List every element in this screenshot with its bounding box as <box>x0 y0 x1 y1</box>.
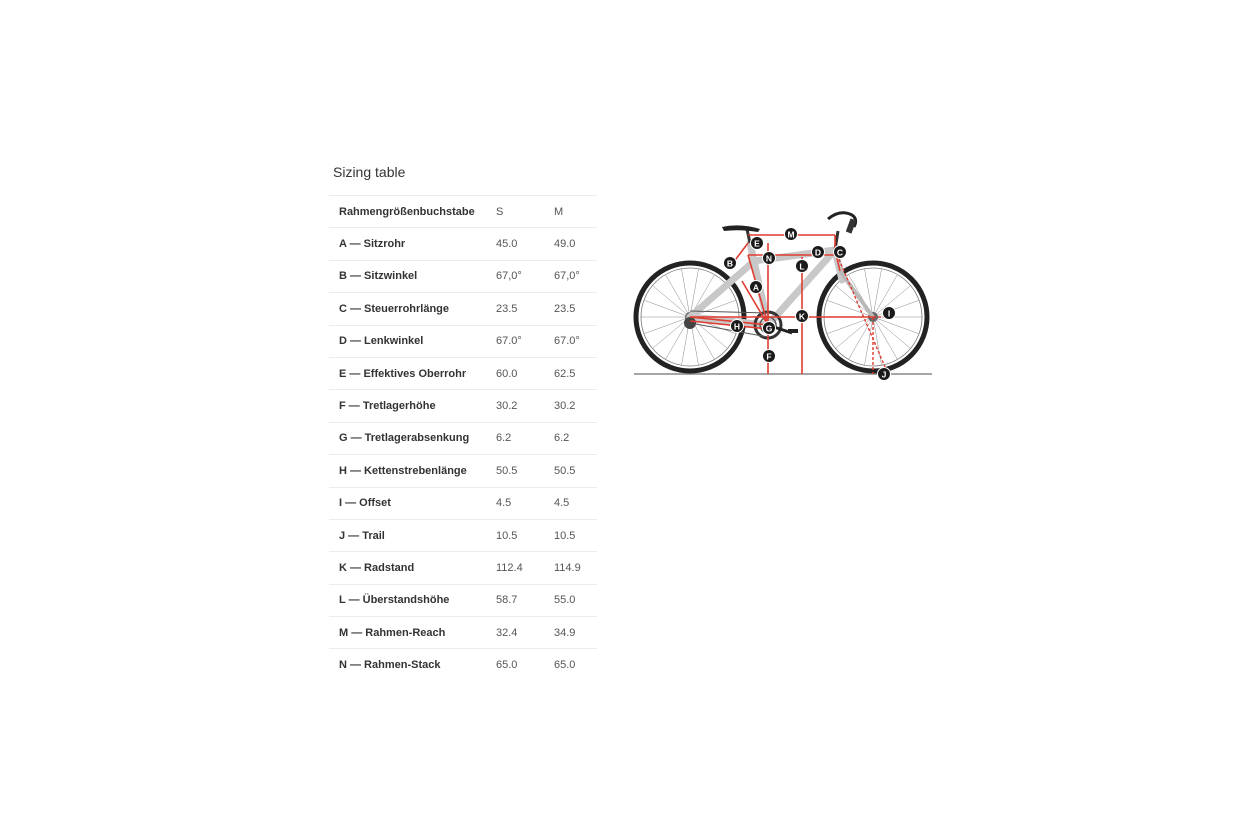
table-row <box>329 584 597 616</box>
row-label: L — Überstandshöhe <box>329 584 486 616</box>
row-value-s: 65.0 <box>486 649 544 681</box>
svg-text:E: E <box>754 238 760 249</box>
row-value-s: 4.5 <box>486 487 544 519</box>
marker-g <box>763 322 776 335</box>
marker-k <box>796 310 809 323</box>
svg-text:L: L <box>799 261 805 272</box>
row-label: D — Lenkwinkel <box>329 325 486 357</box>
rear-derailleur <box>684 317 696 329</box>
row-label: B — Sitzwinkel <box>329 260 486 292</box>
row-label: E — Effektives Oberrohr <box>329 357 486 389</box>
table-row <box>329 260 597 292</box>
marker-f <box>763 350 776 363</box>
fork <box>840 271 873 317</box>
row-label: A — Sitzrohr <box>329 228 486 260</box>
table-row <box>329 649 597 681</box>
sizing-table-title: Sizing table <box>333 164 406 180</box>
marker-e <box>751 237 764 250</box>
row-label: H — Kettenstrebenlänge <box>329 455 486 487</box>
table-row <box>329 422 597 454</box>
row-value-m: 10.5 <box>544 519 597 551</box>
row-label: K — Radstand <box>329 552 486 584</box>
row-label: I — Offset <box>329 487 486 519</box>
row-value-m: 50.5 <box>544 455 597 487</box>
row-value-s: 45.0 <box>486 228 544 260</box>
saddle <box>722 225 760 232</box>
svg-text:K: K <box>798 311 806 322</box>
marker-n <box>763 252 776 265</box>
table-row <box>329 228 597 260</box>
row-label: M — Rahmen-Reach <box>329 617 486 649</box>
svg-text:D: D <box>814 247 822 258</box>
row-value-s: 30.2 <box>486 390 544 422</box>
row-value-m: 114.9 <box>544 552 597 584</box>
table-row <box>329 293 597 325</box>
marker-a <box>750 281 763 294</box>
svg-text:I: I <box>887 308 891 319</box>
table-row <box>329 519 597 551</box>
row-value-s: 6.2 <box>486 422 544 454</box>
row-value-m: 67,0° <box>544 260 597 292</box>
row-label: J — Trail <box>329 519 486 551</box>
table-row <box>329 487 597 519</box>
svg-text:C: C <box>836 247 844 258</box>
row-value-s: 67,0° <box>486 260 544 292</box>
svg-text:A: A <box>752 282 760 293</box>
row-value-m: 65.0 <box>544 649 597 681</box>
row-value-s: 67.0° <box>486 325 544 357</box>
svg-text:H: H <box>733 321 741 332</box>
table-row <box>329 455 597 487</box>
table-row <box>329 617 597 649</box>
table-row <box>329 357 597 389</box>
svg-text:N: N <box>765 253 773 264</box>
table-row <box>329 325 597 357</box>
svg-text:F: F <box>766 351 772 362</box>
header-frame-size-letter: Rahmengrößenbuchstabe <box>329 196 486 228</box>
marker-l <box>796 260 809 273</box>
row-value-s: 10.5 <box>486 519 544 551</box>
marker-d <box>812 246 825 259</box>
marker-h <box>731 320 744 333</box>
marker-b <box>724 257 737 270</box>
svg-text:J: J <box>881 369 887 380</box>
sizing-table <box>329 195 597 681</box>
table-row <box>329 552 597 584</box>
table-header-row <box>329 196 597 228</box>
bike-geometry-diagram <box>630 205 935 385</box>
svg-text:B: B <box>726 258 734 269</box>
row-value-m: 49.0 <box>544 228 597 260</box>
row-value-s: 112.4 <box>486 552 544 584</box>
row-value-m: 67.0° <box>544 325 597 357</box>
row-value-s: 23.5 <box>486 293 544 325</box>
row-value-m: 62.5 <box>544 357 597 389</box>
svg-text:M: M <box>787 229 795 240</box>
row-value-m: 4.5 <box>544 487 597 519</box>
row-value-m: 30.2 <box>544 390 597 422</box>
marker-c <box>834 246 847 259</box>
row-label: G — Tretlagerabsenkung <box>329 422 486 454</box>
row-value-m: 23.5 <box>544 293 597 325</box>
table-row <box>329 390 597 422</box>
row-label: F — Tretlagerhöhe <box>329 390 486 422</box>
header-size-s: S <box>486 196 544 228</box>
row-value-s: 50.5 <box>486 455 544 487</box>
marker-j <box>878 368 891 381</box>
row-value-m: 34.9 <box>544 617 597 649</box>
row-value-s: 60.0 <box>486 357 544 389</box>
marker-m <box>785 228 798 241</box>
row-label: C — Steuerrohrlänge <box>329 293 486 325</box>
marker-i <box>883 307 896 320</box>
header-size-m: M <box>544 196 597 228</box>
row-label: N — Rahmen-Stack <box>329 649 486 681</box>
row-value-s: 58.7 <box>486 584 544 616</box>
table-body <box>329 228 597 681</box>
row-value-m: 6.2 <box>544 422 597 454</box>
svg-text:G: G <box>765 323 773 334</box>
row-value-m: 55.0 <box>544 584 597 616</box>
row-value-s: 32.4 <box>486 617 544 649</box>
